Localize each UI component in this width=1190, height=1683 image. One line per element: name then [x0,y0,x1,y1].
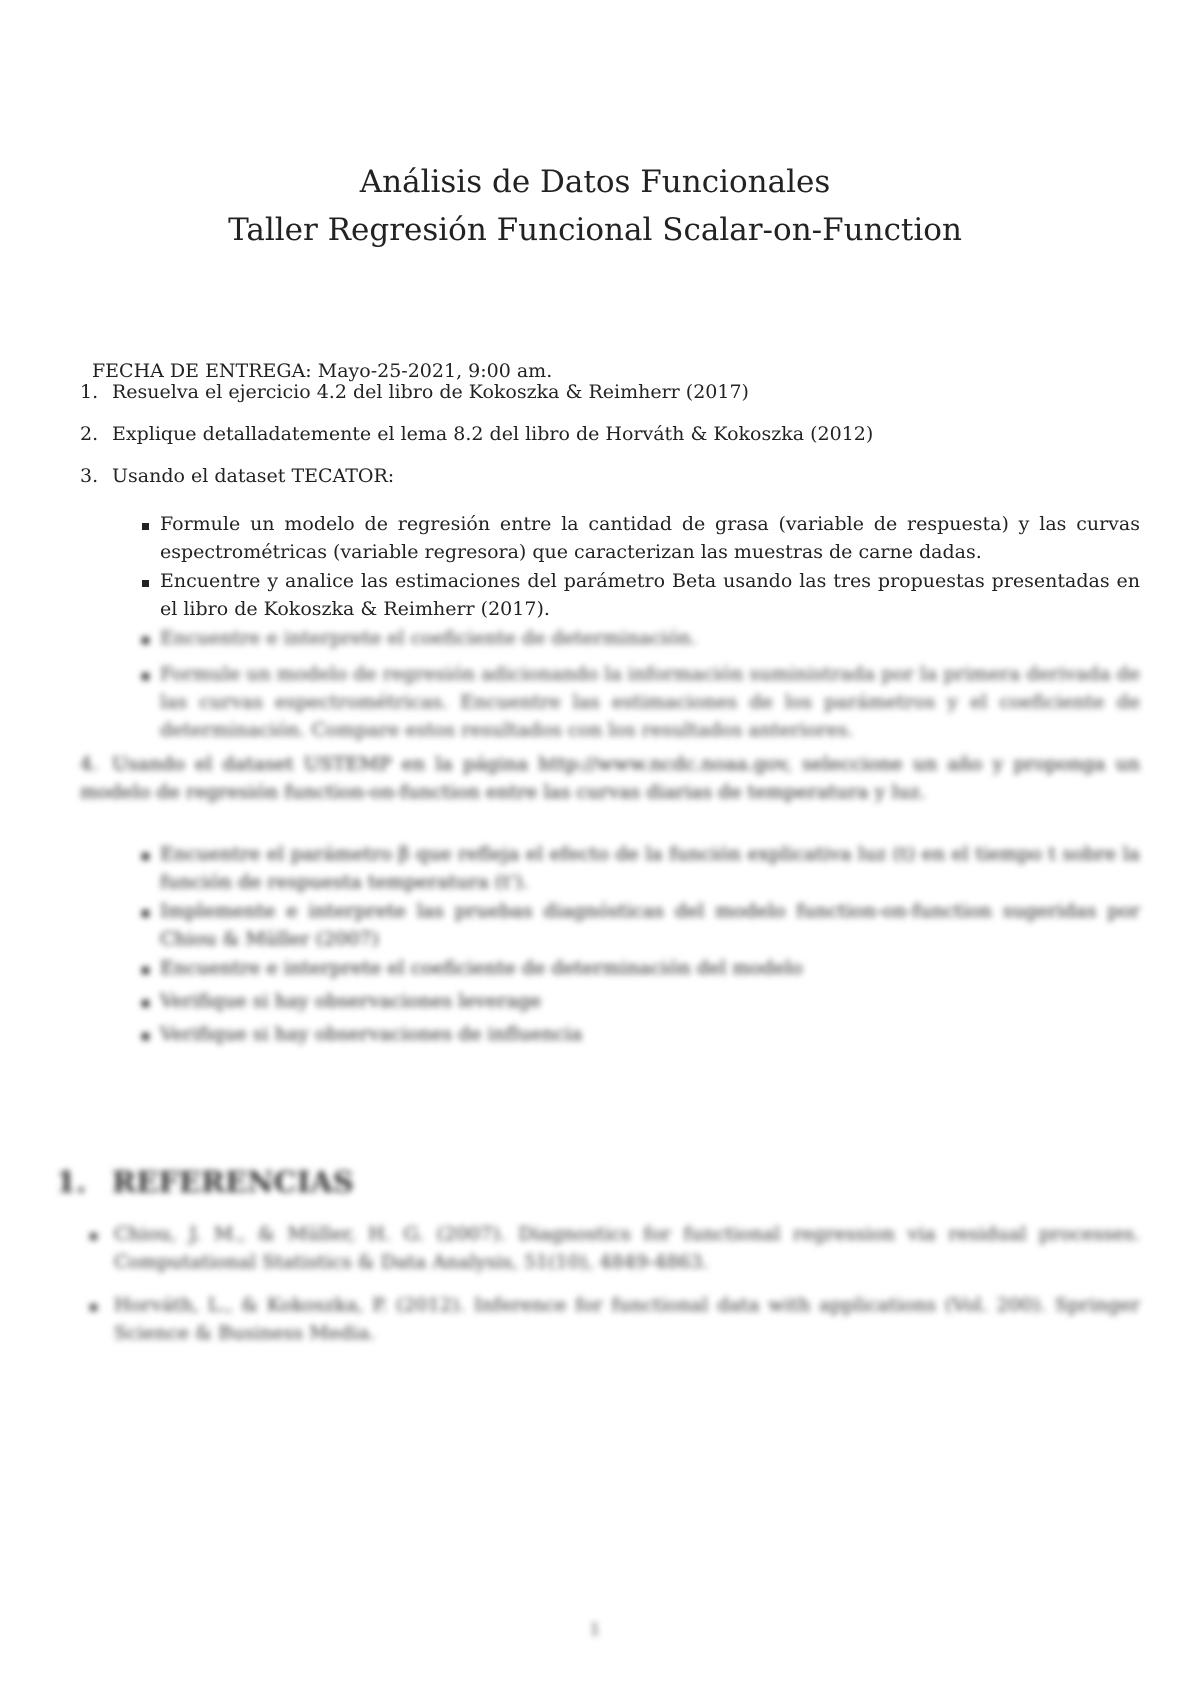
item-number: 4. [80,753,99,775]
list-item [80,420,873,448]
item-text: Usando el dataset USTEMP en la página http://www.ncdc.noaa.gov, seleccione un año y proponga un modelo de regresión function-on-function entre las curvas diarias de temperatura y luz. [80,753,1140,803]
section-number: 1. [56,1165,87,1199]
item-number: 1. [80,381,99,403]
reference-text: Horváth, L., & Kokoszka, P. (2012). Inference for functional data with applications (Vol. 200). Springer Science & Business Media. [114,1294,1140,1344]
item-text: Implemente e interprete las pruebas diagnósticas del modelo function-on-function sugeridas por Chiou & Müller (2007) [160,900,1140,950]
list-item [142,660,1140,744]
deadline-text: FECHA DE ENTREGA: Mayo-25-2021, 9:00 am. [92,360,553,382]
list-item [80,750,1140,806]
title-block [0,158,1190,254]
list-item [142,624,1140,652]
item-text: Formule un modelo de regresión entre la cantidad de grasa (variable de respuesta) y las curvas espectrométricas (variable regresora) que caracterizan las muestras de carne dadas. [160,513,1140,563]
bullet-icon [90,1233,97,1240]
item-text: Usando el dataset TECATOR: [112,465,395,487]
reference-text: Chiou, J. M., & Müller, H. G. (2007). Diagnostics for functional regression via residual processes. Computational Statistics & Data Analysis, 51(10), 4849-4863. [114,1223,1140,1273]
list-item [142,510,1140,566]
references-heading [56,1165,354,1199]
item-text: Formule un modelo de regresión adicionando la información suministrada por la primera derivada de las curvas espectrométricas. Encuentre las estimaciones de los parámetros y el coeficiente de determinación. Compare estos resultados con los resultados anteriores. [160,663,1140,741]
bullet-icon [142,637,149,644]
item-text: Encuentre y analice las estimaciones del parámetro Beta usando las tres propuestas presentadas en el libro de Kokoszka & Reimherr (2017). [160,570,1140,620]
bullet-icon [142,967,149,974]
item-text: Encuentre el parámetro β que refleja el efecto de la función explicativa luz (t) en el tiempo t sobre la función de respuesta temperatura (t'). [160,843,1140,893]
section-title: REFERENCIAS [112,1165,354,1199]
bullet-icon [90,1304,97,1311]
list-item [142,897,1140,953]
item-text: Encuentre e interprete el coeficiente de determinación del modelo [160,957,803,979]
bullet-icon [142,523,149,530]
item-text: Verifique si hay observaciones de influencia [160,1023,583,1045]
item-text: Verifique si hay observaciones leverage [160,990,542,1012]
bullet-icon [142,580,149,587]
item-number: 2. [80,423,99,445]
list-item [142,567,1140,623]
list-item [80,378,749,406]
reference-entry [90,1291,1140,1347]
list-item [142,987,1140,1015]
bullet-icon [142,673,149,680]
bullet-icon [142,1033,149,1040]
item-text: Explique detalladatemente el lema 8.2 del libro de Horváth & Kokoszka (2012) [112,423,874,445]
list-item [142,1020,1140,1048]
list-item [80,462,394,490]
bullet-icon [142,853,149,860]
list-item [142,954,1140,982]
document-title: Análisis de Datos Funcionales [359,164,831,200]
reference-entry [90,1220,1140,1276]
bullet-icon [142,1000,149,1007]
item-number: 3. [80,465,99,487]
item-text: Encuentre e interprete el coeficiente de determinación. [160,627,697,649]
page-number: 1 [589,1620,601,1640]
document-subtitle: Taller Regresión Funcional Scalar-on-Function [228,212,962,248]
item-text: Resuelva el ejercicio 4.2 del libro de Kokoszka & Reimherr (2017) [112,381,749,403]
list-item [142,840,1140,896]
bullet-icon [142,910,149,917]
